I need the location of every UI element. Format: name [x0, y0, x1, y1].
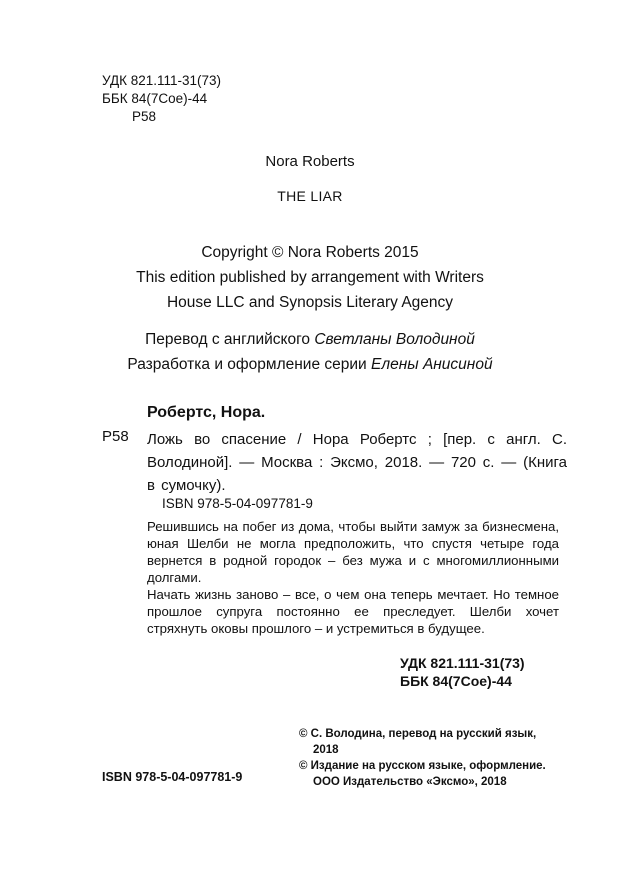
author-mark: Р58	[132, 109, 157, 124]
design-credit: Разработка и оформление серии Елены Анисиной	[127, 356, 493, 373]
rights-block	[299, 726, 559, 790]
translation-rights-year: 2018	[313, 744, 339, 756]
isbn-main: ISBN 978-5-04-097781-9	[162, 496, 313, 511]
designer-name: Елены Анисиной	[371, 356, 493, 373]
edition-line: This edition published by arrangement with Writers	[136, 269, 484, 286]
udk-code: УДК 821.111-31(73)	[102, 73, 222, 88]
edition-rights: © Издание на русском языке, оформление.	[299, 760, 546, 772]
bib-author-mark: Р58	[102, 428, 129, 445]
publisher-rights: ООО Издательство «Эксмо», 2018	[313, 776, 507, 788]
annotation-paragraph: Начать жизнь заново – все, о чем она теперь мечтает. Но темное прошлое супруга постоянно ее преследует. Шелби хочет стряхнуть оковы прошлого – и устремиться в будущее.	[147, 587, 559, 636]
isbn-bottom: ISBN 978-5-04-097781-9	[102, 770, 243, 784]
translator-name: Светланы Володиной	[314, 331, 475, 348]
bib-author-heading: Робертс, Нора.	[147, 404, 266, 421]
udc-block-bottom	[400, 654, 525, 690]
annotation	[147, 518, 559, 637]
bbk-code: ББК 84(7Сое)-44	[102, 91, 208, 106]
bbk-code: ББК 84(7Сое)-44	[400, 673, 512, 689]
agency-line: House LLC and Synopsis Literary Agency	[166, 294, 454, 311]
udk-code: УДК 821.111-31(73)	[400, 655, 525, 671]
credits-block	[0, 327, 620, 377]
annotation-paragraph: Решившись на побег из дома, чтобы выйти замуж за бизнесмена, юная Шелби не могла предположить, что спустя четыре года вернется в родной городок – без мужа и с многомиллионными долгами.	[147, 519, 559, 585]
udc-block-top	[102, 72, 221, 126]
translation-credit: Перевод с английского Светланы Володиной	[145, 331, 475, 348]
translation-rights: © С. Володина, перевод на русский язык,	[299, 728, 537, 740]
original-title: THE LIAR	[277, 188, 343, 204]
original-author: Nora Roberts	[265, 153, 355, 170]
copyright-block	[0, 240, 620, 315]
bib-description: Ложь во спасение / Нора Робертс ; [пер. с англ. С. Володиной]. — Москва : Эксмо, 2018. — 720 с. — (Книга в сумочку).	[147, 431, 567, 494]
copyright-line: Copyright © Nora Roberts 2015	[201, 244, 419, 261]
